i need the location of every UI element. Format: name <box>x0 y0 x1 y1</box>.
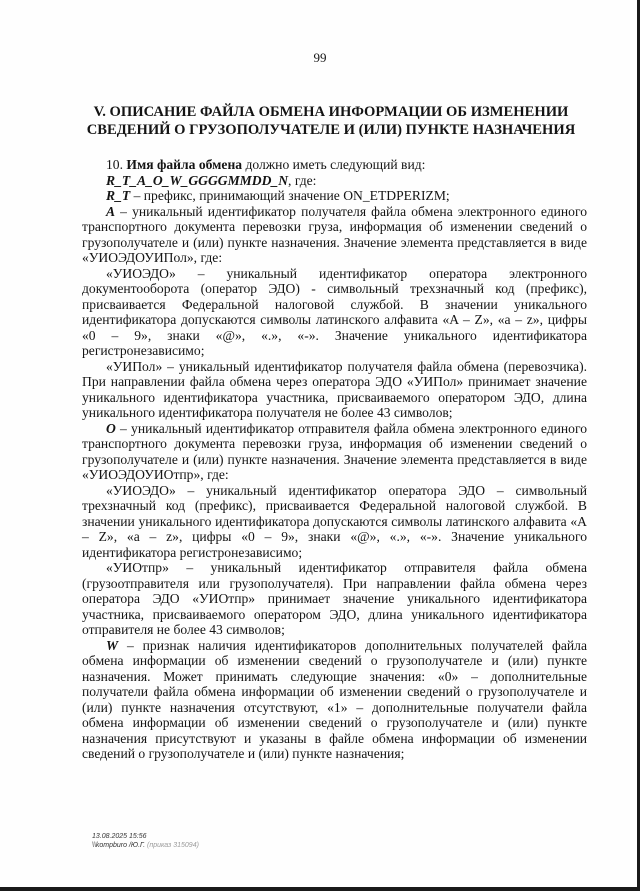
item-number: 10. <box>106 157 127 172</box>
scan-edge-bottom <box>0 887 640 891</box>
print-path-faded: (приказ 315094) <box>147 842 199 849</box>
definition-o-operator: «УИОЭДО» – уникальный идентификатор оператора ЭДО – символьный трехзначный код (префикс), присваивается Федеральной налоговой службой. В значении уникального идентификатора допускаются символы латинского алфавита «A – Z», «a – z», цифры «0 – 9», знаки «@», «.», «-». Значение уникального идентификатора регистронезависимо; <box>82 482 587 560</box>
definition-w <box>82 638 587 762</box>
section-title-line-1: V. ОПИСАНИЕ ФАЙЛА ОБМЕНА ИНФОРМАЦИИ ОБ ИЗМЕНЕНИИ <box>93 104 569 120</box>
print-footer <box>92 832 199 850</box>
paragraph-10 <box>82 157 587 173</box>
document-body <box>82 157 587 762</box>
definition-text: – уникальный идентификатор отправителя файла обмена электронного единого транспортного документа перевозки груза, информация об изменении сведений о грузополучателе и (или) пункте назначения. Значение элемента представляется в виде «УИОЭДОУИОтпр», где: <box>82 420 587 482</box>
print-path <box>92 841 199 850</box>
definition-a-recipient: «УИПол» – уникальный идентификатор получателя файла обмена (перевозчика). При направлении файла обмена через оператора ЭДО «УИПол» принимает значение уникального идентификатора участника, присваиваемого оператором ЭДО, длина уникального идентификатора получателя не более 43 символов; <box>82 358 587 420</box>
definition-key: A <box>106 203 116 219</box>
definition-rt <box>82 188 587 204</box>
definition-text: – уникальный идентификатор получателя файла обмена электронного единого транспортного документа перевозки груза, информация об изменении сведений о грузополучателе и (или) пункте назначения. Значение элемента представляется в виде «УИОЭДОУИПол», где: <box>82 203 587 265</box>
file-name-pattern-value: R_T_A_O_W_GGGGMMDD_N <box>106 172 289 188</box>
definition-key: O <box>106 420 116 436</box>
print-timestamp: 13.08.2025 15:56 <box>92 833 147 840</box>
definition-text: – префикс, принимающий значение ON_ETDPERIZM; <box>130 188 450 203</box>
print-path-text: \\kompburo /Ю.Г. <box>92 842 148 849</box>
file-name-pattern-suffix: , где: <box>288 172 317 188</box>
page-number: 99 <box>313 50 327 65</box>
definition-o <box>82 421 587 483</box>
file-name-pattern <box>82 173 587 189</box>
definition-key: R_T <box>106 188 131 203</box>
paragraph-10-text: должно иметь следующий вид: <box>242 157 426 172</box>
definition-a-operator: «УИОЭДО» – уникальный идентификатор оператора электронного документооборота (оператор ЭДО) - символьный трехзначный код (префикс), присваивается Федеральной налоговой службой. В значении уникального идентификатора допускаются символы латинского алфавита «A – Z», «a – z», цифры «0 – 9», знаки «@», «.», «-». Значение уникального идентификатора регистронезависимо; <box>82 265 587 358</box>
definition-o-sender: «УИОтпр» – уникальный идентификатор отправителя файла обмена (грузоотправителя или грузополучателя). При направлении файла обмена через оператора ЭДО «УИОтпр» принимает значение уникального идентификатора участника, присваиваемого оператором ЭДО, длина уникального идентификатора отправителя не более 43 символов; <box>82 560 587 637</box>
definition-a <box>82 204 587 266</box>
definition-text: – признак наличия идентификаторов дополнительных получателей файла обмена информации об изменении сведений о грузополучателе и (или) пункте назначения. Может принимать следующие значения: «0» – дополнительные получатели файла обмена информации об изменении сведений о грузополучателе и (или) пункте назначения отсутствуют, «1» – дополнительные получатели файла обмена информации об изменении сведений о грузополучателе и (или) пункте назначения присутствуют и указаны в файле обмена информации об изменении сведений о грузополучателе и (или) пункте назначения; <box>82 637 587 761</box>
definition-key: W <box>106 637 119 653</box>
term-file-name: Имя файла обмена <box>126 157 243 172</box>
section-title-line-2: СВЕДЕНИЙ О ГРУЗОПОЛУЧАТЕЛЕ И (ИЛИ) ПУНКТЕ НАЗНАЧЕНИЯ <box>86 122 576 138</box>
section-title <box>76 103 586 139</box>
